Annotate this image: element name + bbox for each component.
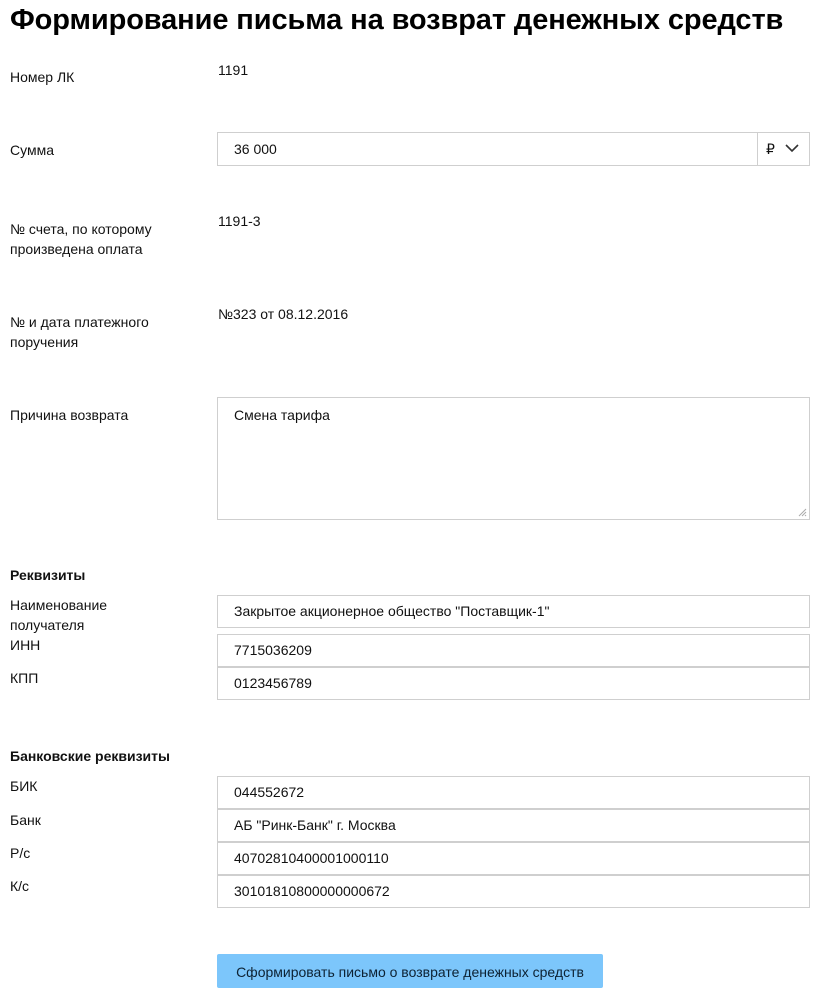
bank-name-input[interactable]: АБ "Ринк-Банк" г. Москва (217, 809, 810, 842)
inn-input[interactable]: 7715036209 (217, 634, 810, 667)
bank-name-label: Банк (10, 812, 41, 828)
kpp-input[interactable]: 0123456789 (217, 667, 810, 700)
account-number-value: 1191 (218, 62, 249, 78)
amount-field (217, 132, 810, 166)
amount-label: Сумма (10, 142, 54, 158)
return-reason-text: Смена тарифа (234, 407, 330, 423)
inn-label: ИНН (10, 637, 41, 653)
recipient-input[interactable]: Закрытое акционерное общество "Поставщик-1" (217, 595, 810, 628)
return-reason-textarea[interactable] (217, 397, 810, 520)
chevron-down-icon (785, 144, 799, 153)
account-number-label: Номер ЛК (10, 69, 75, 85)
ks-input[interactable]: 30101810800000000672 (217, 875, 810, 908)
bank-section-title: Банковские реквизиты (10, 748, 170, 764)
kpp-label: КПП (10, 670, 39, 686)
ks-label: К/с (10, 878, 30, 894)
generate-letter-button[interactable]: Сформировать письмо о возврате денежных средств (217, 954, 603, 988)
recipient-label: Наименование получателя (10, 597, 108, 633)
invoice-number-label: № счета, по которому произведена оплата (10, 221, 152, 257)
rs-label: Р/с (10, 845, 31, 861)
payment-order-value: №323 от 08.12.2016 (218, 306, 349, 322)
page-title: Формирование письма на возврат денежных средств (10, 4, 784, 36)
bik-label: БИК (10, 778, 38, 794)
amount-input[interactable]: 36 000 (234, 141, 277, 157)
requisites-section-title: Реквизиты (10, 567, 86, 583)
currency-select[interactable] (757, 133, 809, 165)
resize-grip-icon[interactable] (798, 508, 807, 517)
currency-symbol: ₽ (766, 141, 775, 157)
payment-order-label: № и дата платежного поручения (10, 314, 149, 350)
invoice-number-value: 1191-3 (218, 213, 261, 229)
rs-input[interactable]: 40702810400001000110 (217, 842, 810, 875)
bik-input[interactable]: 044552672 (217, 776, 810, 809)
return-reason-label: Причина возврата (10, 407, 129, 423)
